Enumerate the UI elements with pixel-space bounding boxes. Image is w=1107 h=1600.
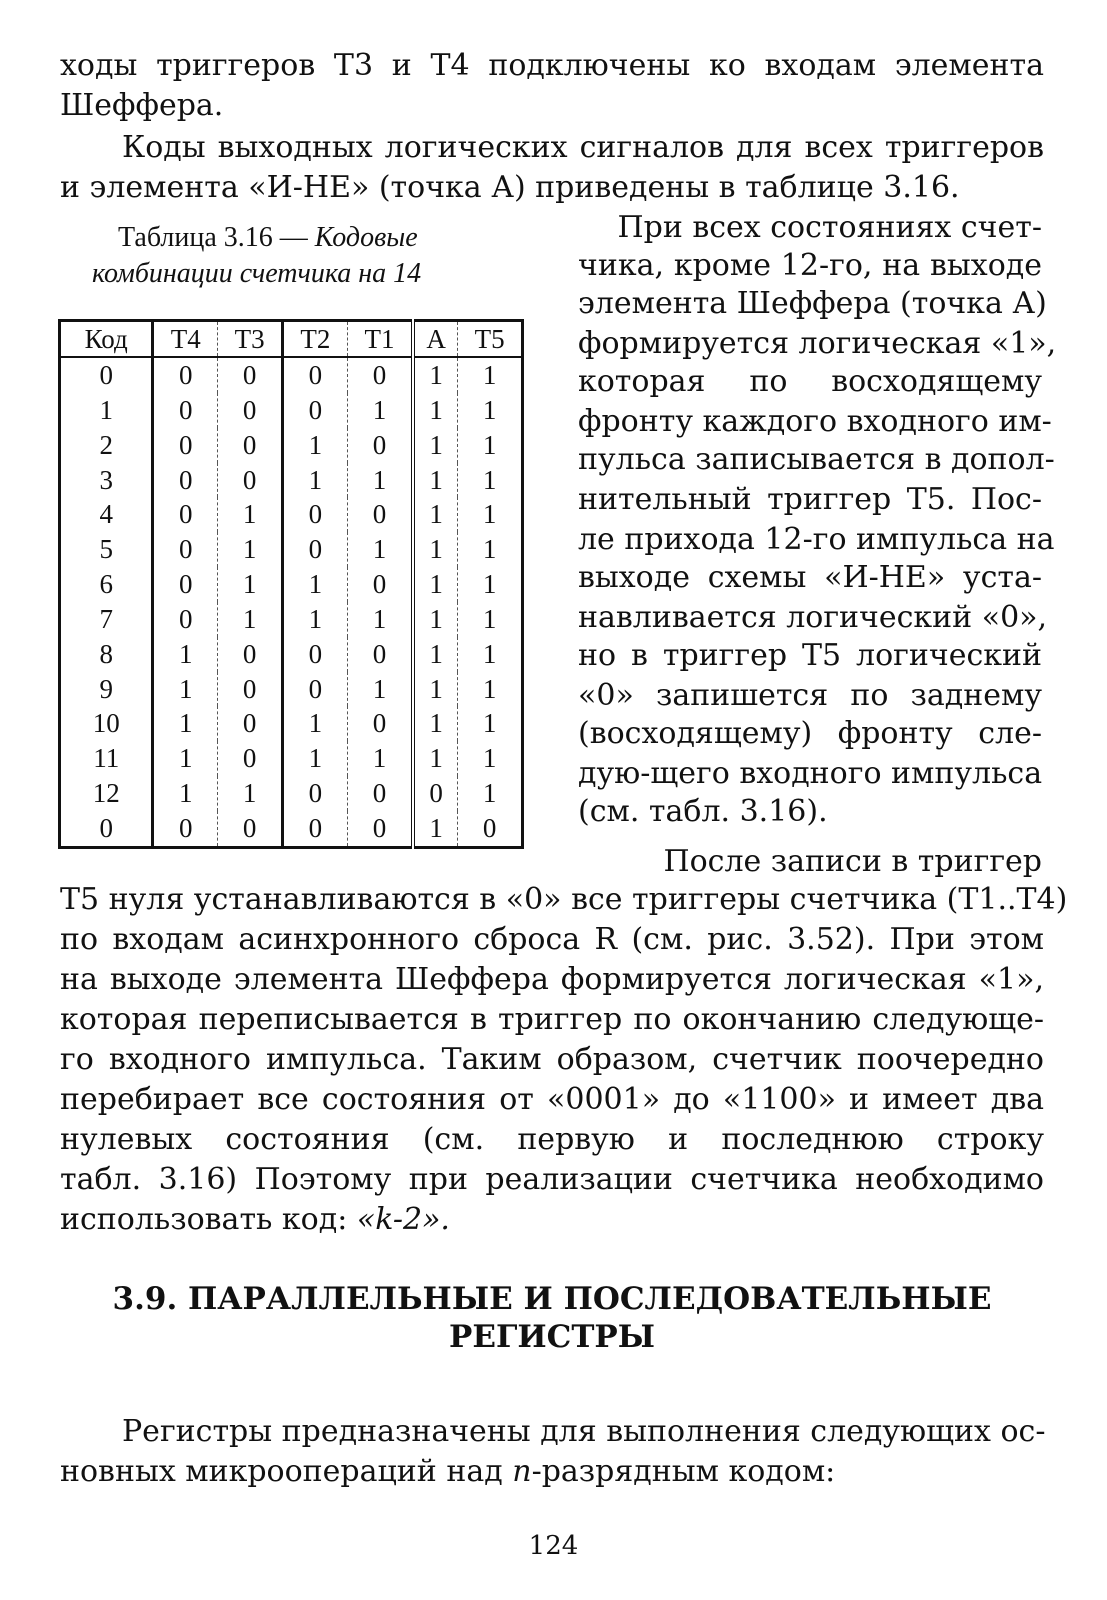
- table-cell: 1: [458, 706, 523, 741]
- text-line: и элемента «И-НЕ» (точка А) приведены в таблице 3.16.: [60, 170, 960, 205]
- table-cell: 0: [347, 637, 413, 672]
- table-cell: 1: [347, 602, 413, 637]
- text-line: го входного импульса. Таким образом, счетчик поочередно: [60, 1042, 1044, 1077]
- text-line: перебирает все состояния от «0001» до «1100» и имеет два: [60, 1082, 1044, 1117]
- text-line: использовать код: «k-2».: [60, 1202, 450, 1237]
- table-cell: 0: [283, 811, 348, 847]
- text-line: которая переписывается в триггер по окончанию следующе-: [60, 1002, 1044, 1037]
- text-line: новных микроопераций над n-разрядным кодом:: [60, 1454, 836, 1489]
- table-row: [60, 357, 523, 393]
- table-cell: 0: [153, 532, 218, 567]
- table-row: [60, 672, 523, 707]
- text-line: но в триггер Т5 логический: [578, 638, 1042, 673]
- table-cell: 0: [283, 672, 348, 707]
- table-cell: 0: [347, 428, 413, 463]
- text-line: нулевых состояния (см. первую и последнюю строку: [60, 1122, 1044, 1157]
- text-line: (см. табл. 3.16).: [578, 794, 828, 829]
- table-cell: 0: [153, 567, 218, 602]
- table-cell: 1: [283, 741, 348, 776]
- table-cell: 1: [458, 428, 523, 463]
- table-cell: 1: [413, 567, 458, 602]
- table-cell: 1: [413, 706, 458, 741]
- text-line: Шеффера.: [60, 88, 224, 123]
- table-cell: 9: [99, 673, 113, 704]
- text-line: которая по восходящему: [578, 364, 1042, 399]
- table-cell: 8: [99, 638, 113, 669]
- table-cell: 1: [413, 637, 458, 672]
- table-cell: 1: [347, 393, 413, 428]
- table-row: [60, 428, 523, 463]
- table-row: [60, 776, 523, 811]
- table-cell: 1: [413, 672, 458, 707]
- text-line: ле прихода 12-го импульса на: [578, 522, 1055, 557]
- table-cell: 12: [92, 778, 120, 809]
- table-cell: 0: [347, 811, 413, 847]
- table-cell: 0: [218, 393, 283, 428]
- table-cell: 1: [413, 497, 458, 532]
- table-row: [60, 706, 523, 741]
- table-cell: 0: [347, 776, 413, 811]
- header-cell: Т4: [153, 321, 218, 358]
- table-row: [60, 637, 523, 672]
- table-cell: 1: [218, 497, 283, 532]
- table-cell: 1: [218, 776, 283, 811]
- table-cell: 0: [283, 532, 348, 567]
- table-cell: 1: [347, 741, 413, 776]
- text-line: Коды выходных логических сигналов для всех триггеров: [122, 130, 1044, 165]
- table-cell: 0: [218, 357, 283, 393]
- text-line: Регистры предназначены для выполнения следующих ос-: [122, 1414, 1046, 1449]
- table-row: [60, 393, 523, 428]
- table-cell: 1: [413, 463, 458, 498]
- table-cell: 1: [413, 428, 458, 463]
- table-cell: 1: [347, 463, 413, 498]
- table-row: [60, 567, 523, 602]
- table-cell: 0: [99, 813, 113, 843]
- table-cell: 1: [458, 532, 523, 567]
- table-row: [60, 741, 523, 776]
- text-line: нительный триггер Т5. Пос-: [578, 482, 1042, 517]
- text-line: табл. 3.16) Поэтому при реализации счетчика необходимо: [60, 1162, 1044, 1197]
- table-cell: 0: [153, 602, 218, 637]
- table-cell: 1: [218, 567, 283, 602]
- table-cell: 1: [458, 741, 523, 776]
- table-cell: 0: [283, 637, 348, 672]
- text-line: пульса записывается в допол-: [578, 442, 1055, 477]
- section-heading: 3.9. ПАРАЛЛЕЛЬНЫЕ И ПОСЛЕДОВАТЕЛЬНЫЕ: [112, 1281, 992, 1317]
- table-cell: 0: [153, 811, 218, 847]
- table-header-row: [60, 321, 523, 358]
- table-cell: 6: [99, 569, 113, 600]
- table-cell: 0: [218, 637, 283, 672]
- table-cell: 1: [153, 776, 218, 811]
- table-cell: 0: [283, 776, 348, 811]
- table-cell: 1: [458, 602, 523, 637]
- table-cell: 11: [93, 743, 120, 774]
- table-cell: 0: [153, 357, 218, 393]
- table-row: [60, 497, 523, 532]
- table-cell: 1: [413, 811, 458, 847]
- table-cell: 1: [413, 741, 458, 776]
- table-cell: 0: [283, 357, 348, 393]
- table-row: [60, 602, 523, 637]
- table-cell: 0: [283, 497, 348, 532]
- text-line: элемента Шеффера (точка А): [578, 286, 1047, 321]
- table-cell: 0: [283, 393, 348, 428]
- table-cell: 0: [153, 393, 218, 428]
- table-cell: 0: [218, 706, 283, 741]
- table-row: [60, 532, 523, 567]
- table-cell: 1: [153, 741, 218, 776]
- table-cell: 1: [283, 567, 348, 602]
- table-cell: 3: [99, 464, 113, 495]
- table-cell: 0: [218, 672, 283, 707]
- text-line: формируется логическая «1»,: [578, 326, 1057, 361]
- table-cell: 1: [458, 567, 523, 602]
- table-cell: 1: [458, 672, 523, 707]
- table-cell: 7: [99, 603, 113, 634]
- table-cell: 1: [283, 602, 348, 637]
- table-cell: 0: [218, 463, 283, 498]
- table-cell: 5: [99, 534, 113, 565]
- page-number: 124: [528, 1531, 579, 1561]
- text-line: фронту каждого входного им-: [578, 404, 1052, 439]
- table-cell: 1: [458, 393, 523, 428]
- table-cell: 0: [218, 811, 283, 847]
- table-cell: 0: [218, 428, 283, 463]
- header-cell: А: [413, 321, 458, 358]
- header-cell: Т5: [458, 321, 523, 358]
- text-line: ходы триггеров Т3 и Т4 подключены ко входам элемента: [60, 48, 1044, 83]
- text-line: навливается логический «0»,: [578, 600, 1048, 635]
- table-cell: 1: [458, 463, 523, 498]
- table-cell: 1: [283, 706, 348, 741]
- text-line: на выходе элемента Шеффера формируется логическая «1»,: [60, 962, 1044, 997]
- text-line: чика, кроме 12-го, на выходе: [578, 248, 1042, 283]
- table-cell: 1: [458, 637, 523, 672]
- table-cell: 0: [347, 497, 413, 532]
- table-cell: 0: [413, 776, 458, 811]
- table-cell: 1: [413, 393, 458, 428]
- table-cell: 0: [347, 706, 413, 741]
- table-cell: 1: [347, 672, 413, 707]
- table-cell: 0: [153, 497, 218, 532]
- table-cell: 10: [92, 708, 120, 739]
- table-cell: 1: [458, 776, 523, 811]
- table-cell: 0: [99, 359, 113, 390]
- text-line: При всех состояниях счет-: [617, 210, 1042, 245]
- text-line: После записи в триггер: [663, 844, 1042, 879]
- table-cell: 1: [283, 463, 348, 498]
- table-cell: 1: [413, 357, 458, 393]
- header-cell: Т2: [283, 321, 348, 358]
- table-cell: 4: [99, 499, 113, 530]
- table-cell: 1: [413, 532, 458, 567]
- table-cell: 1: [413, 602, 458, 637]
- text-line: Т5 нуля устанавливаются в «0» все триггеры счетчика (Т1..Т4): [60, 882, 1068, 917]
- table-cell: 1: [218, 532, 283, 567]
- section-heading: РЕГИСТРЫ: [449, 1319, 655, 1355]
- header-cell: Т3: [218, 321, 283, 358]
- table-cell: 1: [458, 497, 523, 532]
- table-cell: 1: [458, 357, 523, 393]
- text-line: выходе схемы «И-НЕ» уста-: [578, 560, 1042, 595]
- table-row: [60, 463, 523, 498]
- table-cell: 1: [153, 637, 218, 672]
- table-cell: 0: [218, 741, 283, 776]
- code-table: [58, 319, 524, 849]
- table-cell: 0: [347, 357, 413, 393]
- table-cell: 2: [99, 429, 113, 460]
- table-cell: 0: [153, 428, 218, 463]
- text-line: (восходящему) фронту сле-: [578, 716, 1042, 751]
- table-cell: 1: [153, 706, 218, 741]
- table-cell: 0: [458, 811, 523, 847]
- table-cell: 0: [153, 463, 218, 498]
- table-cell: 0: [347, 567, 413, 602]
- header-cell: Т1: [347, 321, 413, 358]
- header-cell: Код: [60, 321, 153, 358]
- table-cell: 1: [283, 428, 348, 463]
- table-cell: 1: [218, 602, 283, 637]
- table-cell: 1: [347, 532, 413, 567]
- table-cell: 1: [153, 672, 218, 707]
- text-line: «0» запишется по заднему: [578, 678, 1042, 713]
- text-line: по входам асинхронного сброса R (см. рис. 3.52). При этом: [60, 922, 1044, 957]
- text-line: дую-щего входного импульса: [578, 756, 1043, 791]
- table-caption: Таблица 3.16 — Кодовые: [118, 222, 418, 253]
- table-caption: комбинации счетчика на 14: [92, 258, 422, 289]
- table-cell: 1: [99, 394, 113, 425]
